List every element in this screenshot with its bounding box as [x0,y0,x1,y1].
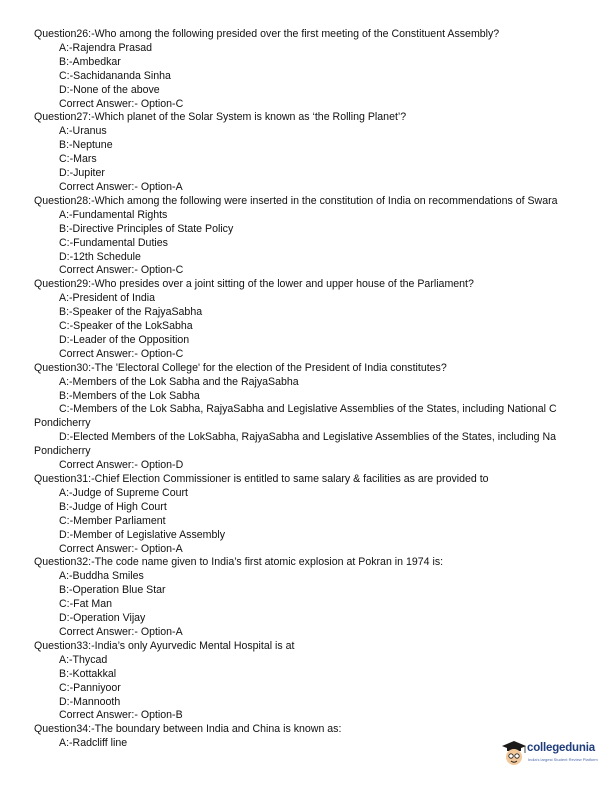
question-line: Question33:-India’s only Ayurvedic Mental Hospital is at [34,639,295,652]
question-line: Question27:-Which planet of the Solar System is known as ‘the Rolling Planet’? [34,111,407,124]
option-line: C:-Members of the Lok Sabha, RajyaSabha and Legislative Assemblies of the States, including National C [59,403,557,416]
option-line: Correct Answer:- Option-C [59,347,184,360]
option-line: D:-Member of Legislative Assembly [59,528,226,541]
collegedunia-logo [501,737,613,773]
option-line: B:-Speaker of the RajyaSabha [59,306,203,319]
option-line: A:-Buddha Smiles [59,570,144,583]
option-line: Correct Answer:- Option-A [59,180,183,193]
question-document [34,28,613,751]
question-line: Question28:-Which among the following were inserted in the constitution of India on recommendations of Swara [34,194,558,207]
question-line: Question26:-Who among the following presided over the first meeting of the Constituent Assembly? [34,28,500,40]
question-line: Question34:-The boundary between India and China is known as: [34,723,342,736]
option-line: A:-Uranus [59,125,107,138]
option-line: Correct Answer:- Option-A [59,542,183,555]
logo-tagline: India's largest Student Review Platform [528,757,598,762]
question-line: Question29:-Who presides over a joint sitting of the lower and upper house of the Parliament? [34,278,474,291]
question-line: Question32:-The code name given to India’s first atomic explosion at Pokran in 1974 is: [34,556,444,569]
option-line: Correct Answer:- Option-C [59,97,184,110]
option-line: A:-President of India [59,292,155,305]
option-line: B:-Ambedkar [59,55,121,68]
option-line: A:-Rajendra Prasad [59,41,153,54]
option-line: D:-None of the above [59,83,160,96]
option-line: Correct Answer:- Option-A [59,625,183,638]
question-line: Question30:-The 'Electoral College' for the election of the President of India constitutes? [34,361,447,374]
option-line: C:-Mars [59,153,97,166]
graduate-mascot-icon [501,739,527,769]
option-line: C:-Member Parliament [59,514,166,527]
option-line: A:-Judge of Supreme Court [59,486,188,499]
option-line: B:-Directive Principles of State Policy [59,222,234,235]
option-line: A:-Radcliff line [59,737,128,750]
option-line: B:-Neptune [59,139,113,152]
option-line: Correct Answer:- Option-C [59,264,184,277]
option-line: A:-Members of the Lok Sabha and the RajyaSabha [59,375,299,388]
option-line: D:-Mannooth [59,695,121,708]
option-line: D:-Leader of the Opposition [59,333,190,346]
option-line: B:-Kottakkal [59,667,117,680]
option-line: D:-Jupiter [59,167,105,180]
question-line: Pondicherry [34,445,91,458]
option-line: A:-Thycad [59,653,108,666]
option-line: B:-Judge of High Court [59,500,167,513]
option-line: A:-Fundamental Rights [59,208,168,221]
option-line: D:-Operation Vijay [59,612,146,625]
option-line: D:-12th Schedule [59,250,141,263]
question-line: Pondicherry [34,417,91,430]
option-line: B:-Members of the Lok Sabha [59,389,200,402]
logo-brand-text: collegedunia [527,742,595,754]
option-line: Correct Answer:- Option-D [59,459,184,472]
option-line: B:-Operation Blue Star [59,584,166,597]
option-line: C:-Panniyoor [59,681,121,694]
option-line: C:-Fundamental Duties [59,236,168,249]
option-line: C:-Sachidananda Sinha [59,69,171,82]
option-line: Correct Answer:- Option-B [59,709,183,722]
option-line: D:-Elected Members of the LokSabha, RajyaSabha and Legislative Assemblies of the States, including Na [59,431,557,444]
option-line: C:-Speaker of the LokSabha [59,320,193,333]
option-line: C:-Fat Man [59,598,112,611]
question-line: Question31:-Chief Election Commissioner is entitled to same salary & facilities as are provided to [34,473,489,485]
